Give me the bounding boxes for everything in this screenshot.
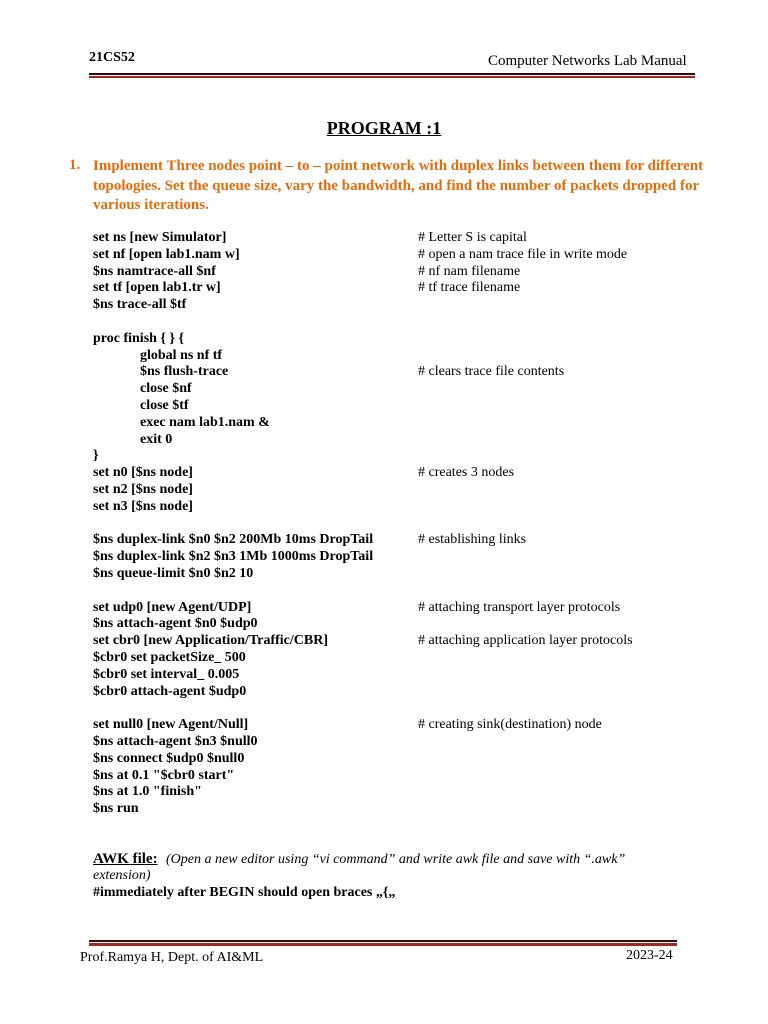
code-comment: # creates 3 nodes <box>418 465 515 481</box>
code-line: $cbr0 set interval_ 0.005 <box>93 666 240 682</box>
code-line: $ns at 1.0 "finish" <box>93 784 202 800</box>
code-line: set null0 [new Agent/Null] <box>93 717 249 733</box>
code-line: proc finish { } { <box>93 330 184 346</box>
code-line: $ns duplex-link $n0 $n2 200Mb 10ms DropTail <box>93 532 374 548</box>
code-comment: # creating sink(destination) node <box>418 717 602 733</box>
footer-rule <box>89 940 677 942</box>
code-line: set udp0 [new Agent/UDP] <box>93 599 252 615</box>
code-line: $cbr0 set packetSize_ 500 <box>93 650 246 665</box>
code-comment: # open a nam trace file in write mode <box>418 246 628 262</box>
code-comment: # clears trace file contents <box>418 364 565 380</box>
header-rule-accent <box>89 76 695 78</box>
code-line: $ns at 0.1 "$cbr0 start" <box>93 767 235 783</box>
awk-file-description-cont: extension) <box>93 868 151 883</box>
awk-file-description: (Open a new editor using “vi command” and write awk file and save with “.awk” <box>166 852 626 867</box>
awk-file-label: AWK file: <box>93 851 158 867</box>
code-comment: # establishing links <box>418 532 527 548</box>
code-comment: # Letter S is capital <box>418 230 527 245</box>
code-line: $ns connect $udp0 $null0 <box>93 750 245 766</box>
code-line: $ns attach-agent $n3 $null0 <box>93 734 258 749</box>
footer-year: 2023-24 <box>626 948 673 963</box>
code-comment: # attaching application layer protocols <box>418 633 633 649</box>
manual-title: Computer Networks Lab Manual <box>488 53 687 69</box>
code-line: global ns nf tf <box>140 347 223 363</box>
task-number: 1. <box>69 157 81 173</box>
code-line: $ns namtrace-all $nf <box>93 263 216 279</box>
code-line: set tf [open lab1.tr w] <box>93 280 221 296</box>
code-line: exec nam lab1.nam & <box>140 414 270 430</box>
program-title: PROGRAM :1 <box>326 118 442 138</box>
code-line: } <box>93 448 99 464</box>
code-line: set cbr0 [new Application/Traffic/CBR] <box>93 633 328 649</box>
code-line: set n2 [$ns node] <box>93 482 193 497</box>
code-line: set n3 [$ns node] <box>93 498 193 514</box>
code-comment: # nf nam filename <box>418 263 521 279</box>
task-description: Implement Three nodes point – to – point network with duplex links between them for different topologies. Set the queue size, vary the bandwidth, and find the number of packets dropped for various iterations. <box>93 158 704 213</box>
code-line: $ns trace-all $tf <box>93 297 187 313</box>
footer-author: Prof.Ramya H, Dept. of AI&ML <box>80 950 264 965</box>
code-line: $cbr0 attach-agent $udp0 <box>93 683 247 699</box>
code-line: set n0 [$ns node] <box>93 465 193 481</box>
course-code: 21CS52 <box>89 50 135 65</box>
code-line: set ns [new Simulator] <box>93 230 227 245</box>
code-line: exit 0 <box>140 431 173 447</box>
code-line: $ns attach-agent $n0 $udp0 <box>93 616 258 632</box>
header-rule <box>89 73 695 75</box>
code-line: $ns flush-trace <box>140 364 229 380</box>
code-line: close $nf <box>140 381 192 397</box>
awk-begin-note: #immediately after BEGIN should open braces „{„ <box>93 885 396 900</box>
code-line: $ns queue-limit $n0 $n2 10 <box>93 566 254 581</box>
footer-rule-accent <box>89 943 677 946</box>
code-line: set nf [open lab1.nam w] <box>93 246 240 262</box>
code-comment: # attaching transport layer protocols <box>418 599 621 615</box>
code-line: $ns run <box>93 801 139 817</box>
code-line: $ns duplex-link $n2 $n3 1Mb 1000ms DropTail <box>93 549 374 565</box>
code-line: close $tf <box>140 398 189 413</box>
code-comment: # tf trace filename <box>418 280 521 296</box>
